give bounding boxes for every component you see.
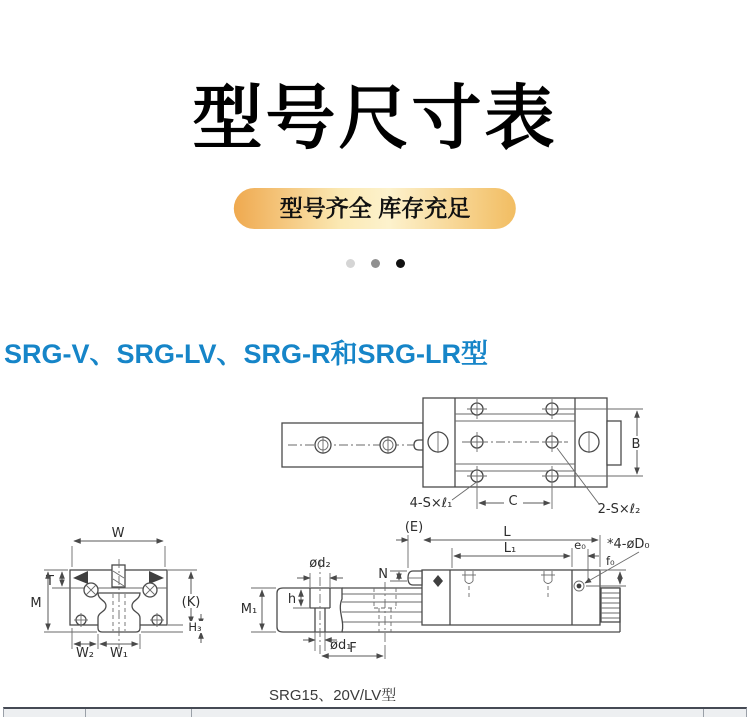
dim-label-l1: L₁ <box>503 541 517 556</box>
dim-label-d0: *4-øD₀ <box>607 537 650 552</box>
dim-label-w2: W₂ <box>75 646 95 661</box>
dim-label-c: C <box>508 494 518 509</box>
dim-label-f: F <box>349 641 357 656</box>
series-heading: SRG-V、SRG-LV、SRG-R和SRG-LR型 <box>4 339 488 369</box>
carousel-dot-active[interactable] <box>396 259 405 268</box>
dim-label-m1: M₁ <box>240 602 258 617</box>
diagram-caption: SRG15、20V/LV型 <box>269 687 397 704</box>
dim-label-h: h <box>287 592 297 607</box>
table-column-divider <box>85 709 86 717</box>
dim-label-d2: ød₂ <box>309 556 331 571</box>
side-view-drawing <box>241 520 650 659</box>
dim-label-w1: W₁ <box>109 646 129 661</box>
dim-label-b: B <box>631 437 641 452</box>
page-title: 型号尺寸表 <box>192 79 558 157</box>
rail-stub <box>607 421 621 465</box>
table-column-divider <box>703 709 704 717</box>
carousel-dot[interactable] <box>346 259 355 268</box>
dim-label-e: (E) <box>404 520 424 535</box>
dim-label-h3: H₃ <box>188 620 202 634</box>
carousel-indicator <box>0 259 750 268</box>
grease-port <box>112 565 125 587</box>
dim-label-d1: ød₁ <box>330 638 352 653</box>
size-table-cropped <box>3 707 747 717</box>
dim-label-2sl2: 2-S×ℓ₂ <box>597 502 641 517</box>
top-view-drawing <box>282 398 645 517</box>
carousel-dot[interactable] <box>371 259 380 268</box>
diagram-svg <box>0 380 750 707</box>
technical-drawing <box>0 380 750 712</box>
dim-label-t: T <box>46 574 54 589</box>
table-column-divider <box>191 709 192 717</box>
dim-label-k: (K) <box>181 595 201 610</box>
dim-label-l: L <box>503 525 511 540</box>
grease-nipple-top <box>414 440 423 450</box>
dim-label-n: N <box>378 567 388 582</box>
stock-badge: 型号齐全 库存充足 <box>234 188 516 229</box>
dim-label-m: M <box>30 596 42 611</box>
dim-label-f0: f₀ <box>606 554 615 568</box>
dim-label-e0: e₀ <box>574 538 586 552</box>
dim-label-4sl1: 4-S×ℓ₁ <box>409 496 453 511</box>
dim-label-w: W <box>111 526 125 541</box>
front-view-drawing <box>30 526 207 661</box>
